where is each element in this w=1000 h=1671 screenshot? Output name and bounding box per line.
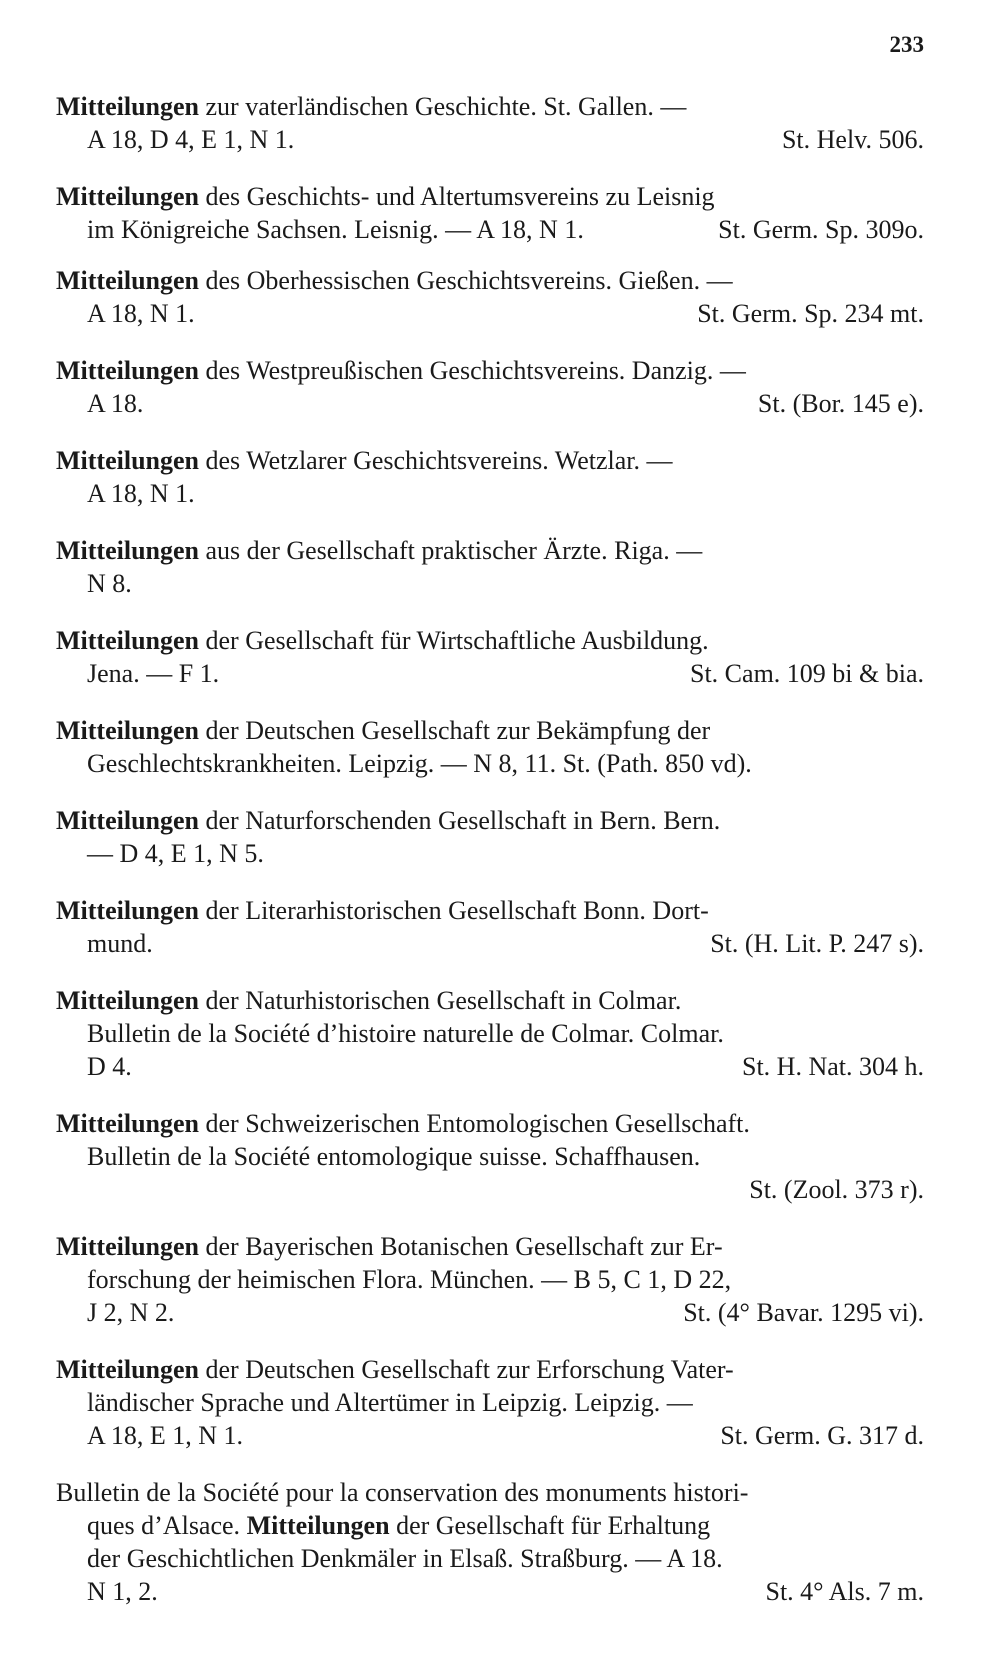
entry-line [56,1263,924,1296]
entry-text: der Naturhistorischen Gesellschaft in Colmar. [205,986,682,1015]
entry-title: Mitteilungen [56,266,199,295]
entry-line [56,657,924,690]
entry-text: der Geschichtlichen Denkmäler in Elsaß. Straßburg. — A 18. [87,1544,723,1573]
page-number: 233 [889,32,924,57]
entry-title: Mitteilungen [56,182,199,211]
entry-line [56,747,924,780]
entry-text: der Literarhistorischen Gesellschaft Bonn. Dort- [205,896,709,925]
shelf-mark: St. (H. Lit. P. 247 s). [710,929,924,958]
entry-text: N 8. [87,569,132,598]
entry-title: Mitteilungen [56,356,199,385]
entry-line [56,1230,924,1263]
entry-title: Mitteilungen [56,536,199,565]
entry-text: der Naturforschenden Gesellschaft in Bern. Bern. [205,806,721,835]
shelf-mark: St. (Zool. 373 r). [749,1175,924,1204]
entry-text: der Gesellschaft für Wirtschaftliche Ausbildung. [205,626,709,655]
entry-line [56,1542,924,1575]
entry-text: der Schweizerischen Entomologischen Gesellschaft. [205,1109,750,1138]
entry-line [56,90,924,123]
entry-title: Mitteilungen [246,1511,390,1540]
entry-text: Bulletin de la Société entomologique suisse. Schaffhausen. [87,1142,701,1171]
entry-text: A 18, D 4, E 1, N 1. [87,125,295,154]
bibliography-entry [56,180,924,246]
entry-text: D 4. [87,1052,132,1081]
entry-text: ques d’Alsace. [87,1511,241,1540]
entry-text: des Wetzlarer Geschichtsvereins. Wetzlar. — [205,446,673,475]
shelf-mark: St. (Bor. 145 e). [757,389,924,418]
entry-line [56,714,924,747]
entry-text: Geschlechtskrankheiten. Leipzig. — N 8, 11. St. (Path. 850 vd). [87,749,752,778]
entry-line [56,1386,924,1419]
entry-text: A 18. [87,389,144,418]
entry-line [56,894,924,927]
bibliography-entry [56,1353,924,1452]
entry-line [56,567,924,600]
entry-line [56,1575,924,1608]
entry-title: Mitteilungen [56,986,199,1015]
entry-text: des Geschichts- und Altertumsvereins zu Leisnig [205,182,715,211]
bibliography-entry [56,1107,924,1206]
entry-text: forschung der heimischen Flora. München. — B 5, C 1, D 22, [87,1265,732,1294]
entry-title: Mitteilungen [56,716,199,745]
entry-line [56,123,924,156]
entry-title: Mitteilungen [56,1109,199,1138]
entry-text: A 18, N 1. [87,479,195,508]
entry-line [56,1509,924,1542]
entry-line [56,1419,924,1452]
entry-line [56,1050,924,1083]
entry-text: des Oberhessischen Geschichtsvereins. Gießen. — [205,266,733,295]
entry-text: — D 4, E 1, N 5. [87,839,264,868]
entry-line [56,927,924,960]
entry-line [56,1296,924,1329]
entry-text: zur vaterländischen Geschichte. St. Gallen. — [205,92,687,121]
bibliography-entry [56,354,924,420]
shelf-mark: St. H. Nat. 304 h. [742,1052,924,1081]
shelf-mark: St. 4° Als. 7 m. [765,1577,924,1606]
entry-text: der Gesellschaft für Erhaltung [396,1511,711,1540]
entry-line [56,804,924,837]
shelf-mark: St. Cam. 109 bi & bia. [690,659,924,688]
bibliography-entry [56,1230,924,1329]
bibliography-entry [56,1476,924,1608]
bibliography-entry [56,444,924,510]
bibliography-entry [56,894,924,960]
bibliography-entry [56,984,924,1083]
entry-text: des Westpreußischen Geschichtsvereins. Danzig. — [205,356,746,385]
entry-line [56,984,924,1017]
entry-text: N 1, 2. [87,1577,158,1606]
entry-line [56,444,924,477]
entry-text: J 2, N 2. [87,1298,175,1327]
entry-text: im Königreiche Sachsen. Leisnig. — A 18, N 1. [87,215,584,244]
entry-line [56,477,924,510]
entry-text: der Bayerischen Botanischen Gesellschaft zur Er- [205,1232,723,1261]
entry-title: Mitteilungen [56,896,199,925]
shelf-mark: St. Germ. Sp. 234 mt. [697,299,924,328]
entry-line [56,264,924,297]
entry-text: mund. [87,929,153,958]
entry-line [56,1107,924,1140]
entry-text: Bulletin de la Société pour la conservation des monuments histori- [56,1478,749,1507]
entry-text: A 18, N 1. [87,299,195,328]
entry-line [56,837,924,870]
entry-line [56,534,924,567]
shelf-mark: St. (4° Bavar. 1295 vi). [683,1298,924,1327]
bibliography-entry [56,714,924,780]
entry-line [56,297,924,330]
shelf-mark: St. Germ. G. 317 d. [720,1421,924,1450]
entry-line [56,1353,924,1386]
bibliography-entry [56,90,924,156]
shelf-mark: St. Germ. Sp. 309o. [718,215,924,244]
entry-line [56,624,924,657]
entry-line [56,354,924,387]
entry-text: aus der Gesellschaft praktischer Ärzte. Riga. — [205,536,703,565]
bibliography-entry [56,624,924,690]
entry-line [56,1017,924,1050]
entry-text: ländischer Sprache und Altertümer in Leipzig. Leipzig. — [87,1388,693,1417]
entry-line [56,387,924,420]
entry-title: Mitteilungen [56,806,199,835]
entry-title: Mitteilungen [56,1355,199,1384]
bibliography-entry [56,534,924,600]
entry-text: Bulletin de la Société d’histoire naturelle de Colmar. Colmar. [87,1019,724,1048]
entry-title: Mitteilungen [56,626,199,655]
entry-line [56,1140,924,1173]
entry-title: Mitteilungen [56,92,199,121]
entry-text: der Deutschen Gesellschaft zur Bekämpfung der [205,716,711,745]
bibliography-list [56,90,924,1632]
bibliography-entry [56,804,924,870]
entry-title: Mitteilungen [56,446,199,475]
entry-line [56,1476,924,1509]
entry-line [56,213,924,246]
entry-line [56,1173,924,1206]
bibliography-entry [56,264,924,330]
entry-text: der Deutschen Gesellschaft zur Erforschung Vater- [205,1355,734,1384]
entry-title: Mitteilungen [56,1232,199,1261]
entry-line [56,180,924,213]
shelf-mark: St. Helv. 506. [781,125,924,154]
entry-text: Jena. — F 1. [87,659,220,688]
entry-text: A 18, E 1, N 1. [87,1421,243,1450]
